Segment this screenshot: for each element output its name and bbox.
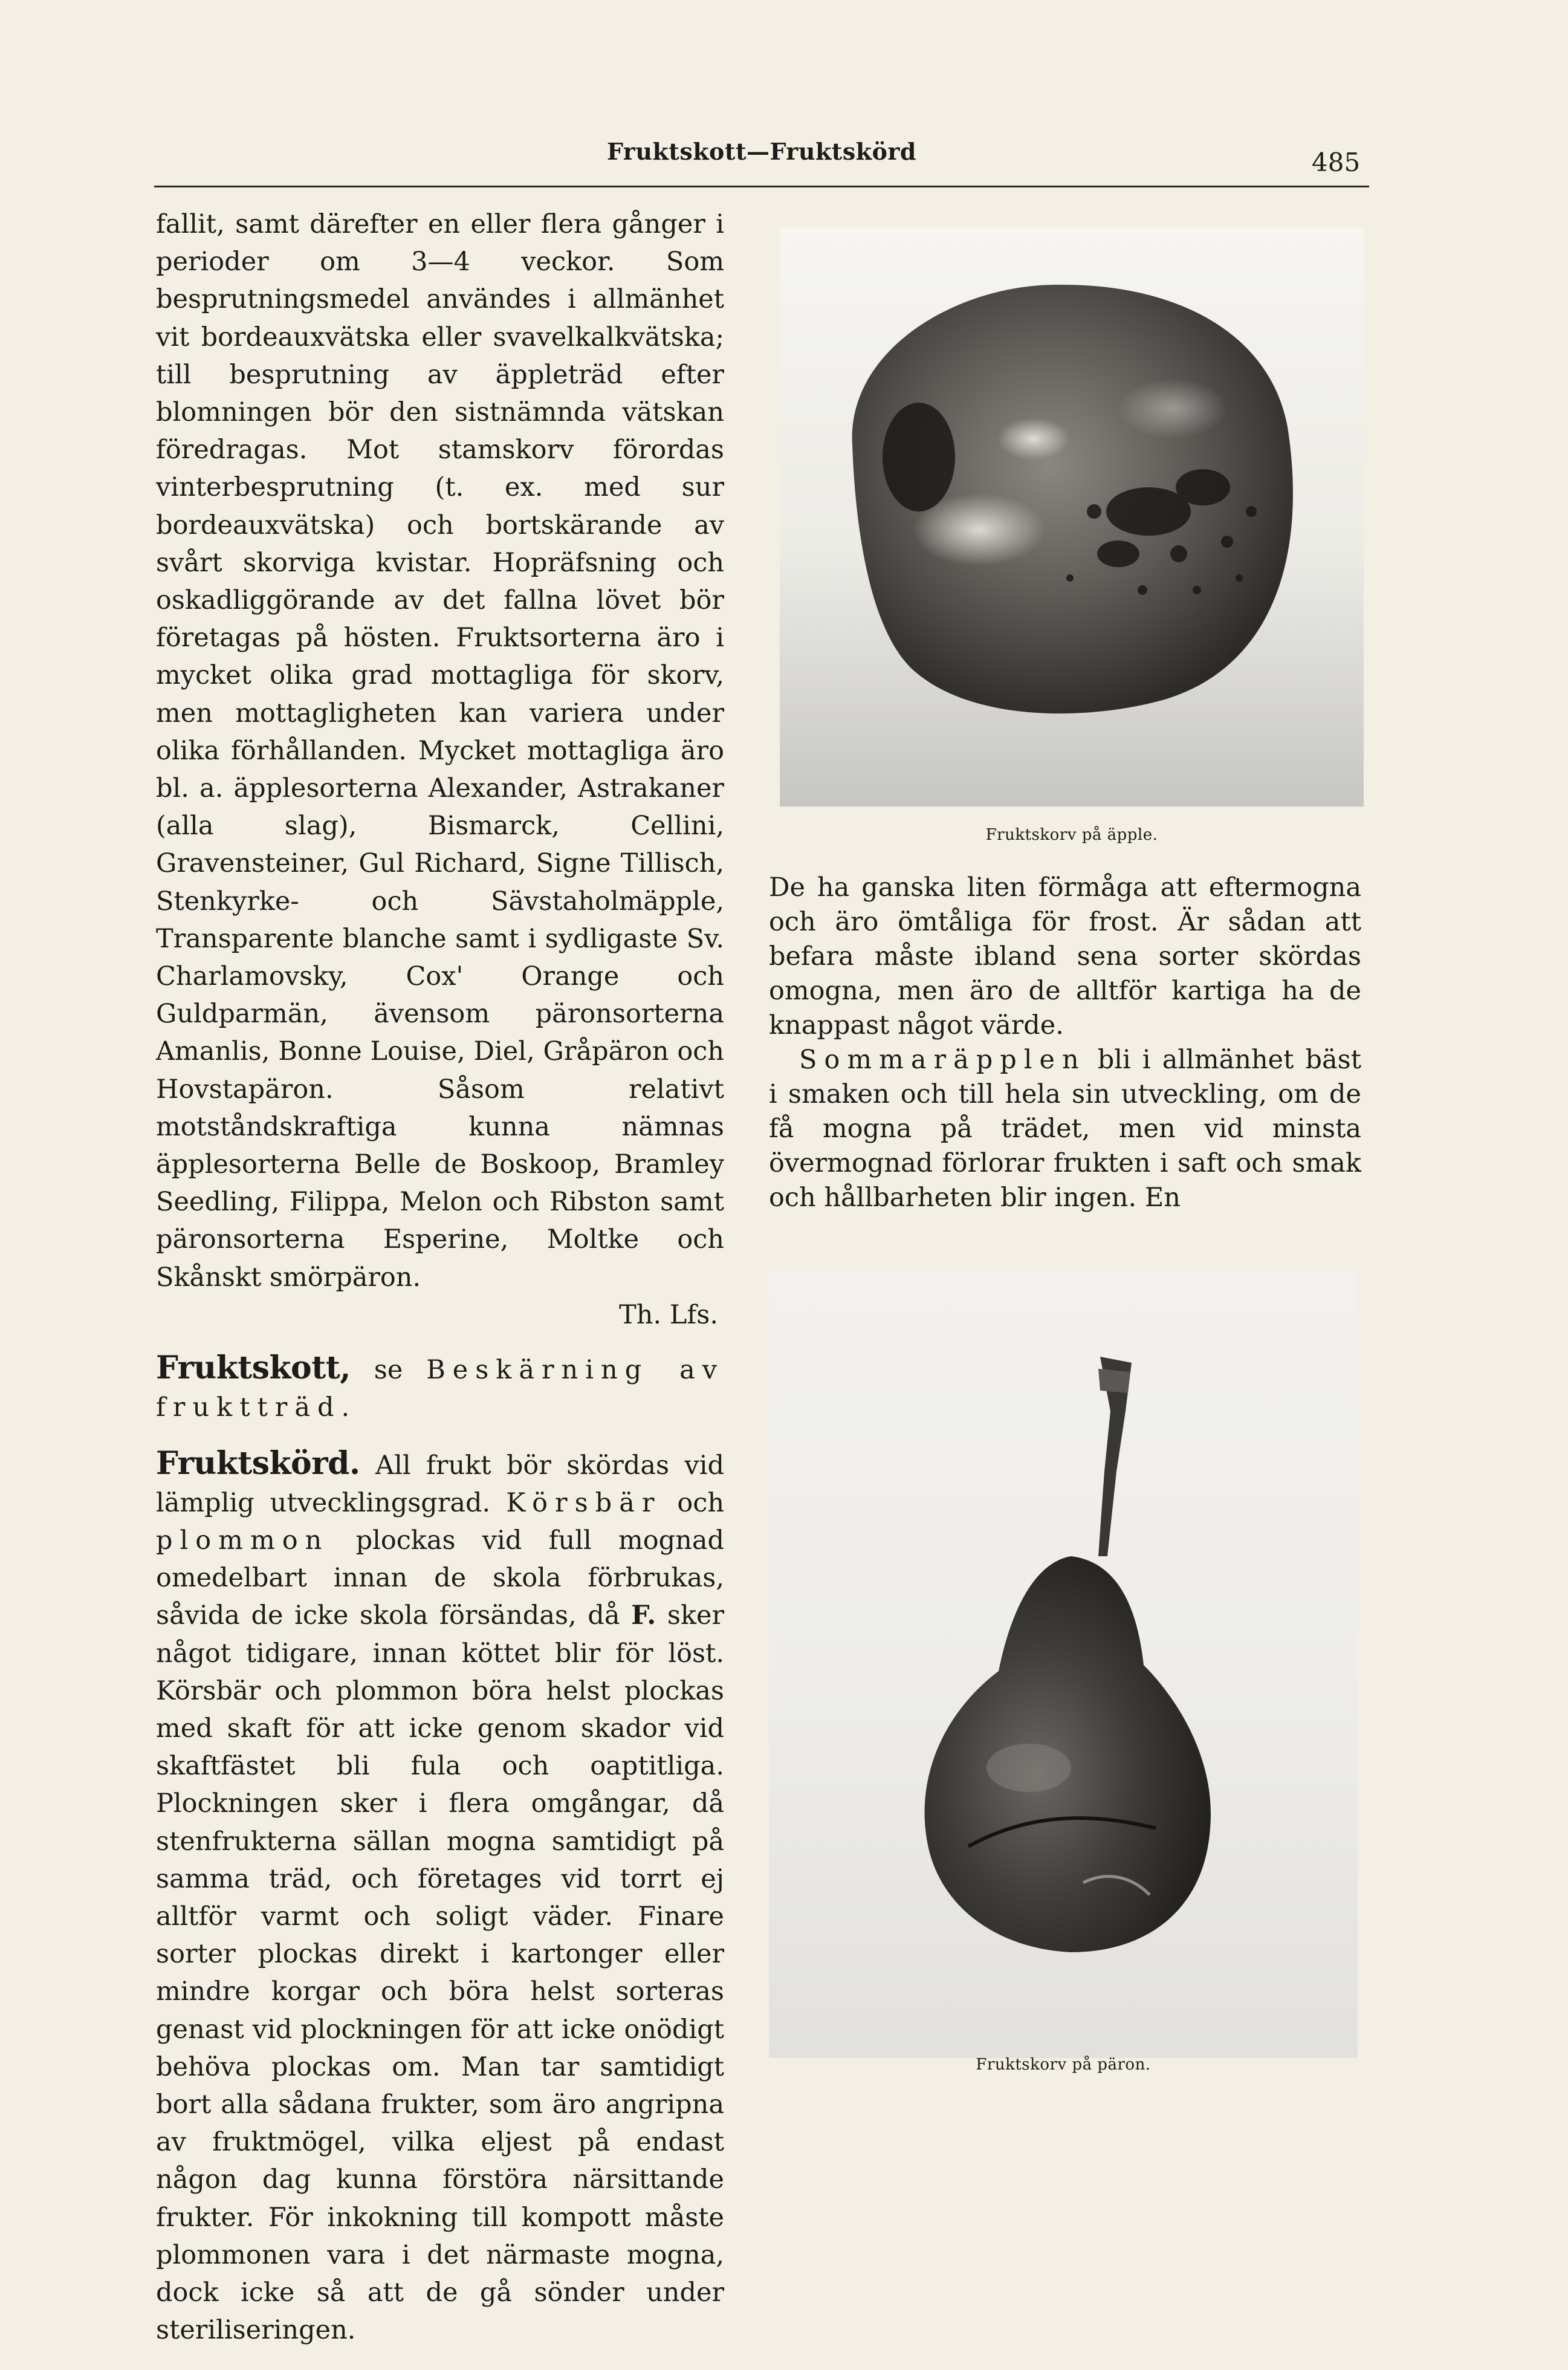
right-paragraph-1: De ha ganska liten förmåga att eftermogna och äro ömtåliga för frost. Är sådan att befara måste ibland sena sorter skördas omogna, men äro de alltför kartiga ha de knappast något värde. bbox=[769, 872, 1361, 1041]
spaced-term-plommon: plommon bbox=[156, 1525, 329, 1556]
apple-photo-caption: Fruktskorv på äpple. bbox=[985, 826, 1158, 844]
continuation-paragraph: fallit, samt därefter en eller flera gånger i perioder om 3—4 veckor. Som besprutningsmedel användes i allmänhet vit bordeauxvätska eller svavelkalkvätska; till besprutning av äppleträd efter blomningen bör den sistnämnda vätskan föredragas. Mot stamskorv förordas vinterbesprutning (t. ex. med sur bordeauxvätska) och bortskärande av svårt skorviga kvistar. Hopräfsning och oskadliggörande av det fallna lövet bör företagas på hösten. Fruktsorterna äro i mycket olika grad mottagliga för skorv, men mottagligheten kan variera under olika förhållanden. Mycket mottagliga äro bl. a. äpplesorterna Alexander, Astrakaner (alla slag), Bismarck, Cellini, Gravensteiner, Gul Richard, Signe Tillisch, Stenkyrke- och Sävstaholmäpple, Transparente blanche samt i sydligaste Sv. Charlamovsky, Cox' Orange och Guldparmän, ävensom päronsorterna Amanlis, Bonne Louise, Diel, Gråpäron och Hovstapäron. Såsom relativt motståndskraftiga kunna nämnas äpplesorterna Belle de Boskoop, Bramley Seedling, Filippa, Melon och Ribston samt päronsorterna Esperine, Moltke och Skånskt smörpäron. bbox=[156, 209, 724, 1293]
entry-fruktskott bbox=[156, 1349, 724, 1426]
entry-fruktskord bbox=[156, 1445, 724, 2349]
headword-fruktskott: Fruktskott, bbox=[156, 1349, 351, 1387]
right-paragraph-2 bbox=[769, 1043, 1361, 1215]
entry-conjunction: och bbox=[677, 1487, 725, 1518]
pear-scab-photo bbox=[769, 1272, 1358, 2058]
left-column bbox=[156, 206, 724, 2349]
entry-text-1: All frukt bör skördas vid lämplig utvecklingsgrad. bbox=[156, 1450, 724, 1518]
entry-text-3: sker något tidigare, innan köttet blir för löst. Körsbär och plommon böra helst plockas med skaft för att icke genom skador vid skaftfästet bli fula och oaptitliga. Plockningen sker i flera omgångar, då stenfrukterna sällan mogna samtidigt på samma träd, och företages vid torrt ej alltför varmt och soligt väder. Finare sorter plockas direkt i kartonger eller mindre korgar och böra helst sorteras genast vid plockningen för att icke onödigt behöva plockas om. Man tar samtidigt bort alla sådana frukter, som äro angripna av fruktmögel, vilka eljest på endast någon dag kunna förstöra närsittande frukter. För inkokning till kompott måste plommonen vara i det närmaste mogna, dock icke så att de gå sönder under steriliseringen. bbox=[156, 1600, 725, 2346]
see-label: se bbox=[374, 1355, 403, 1386]
apple-scab-photo bbox=[780, 227, 1364, 807]
entry-text-2: plockas vid full mognad omedelbart innan de skola förbrukas, såvida de icke skola försändas, då bbox=[156, 1525, 725, 1631]
headword-fruktskord: Fruktskörd. bbox=[156, 1444, 360, 1482]
abbrev-f: F. bbox=[631, 1600, 656, 1631]
page-number: 485 bbox=[1312, 148, 1361, 177]
pear-photo-caption: Fruktskorv på päron. bbox=[976, 2056, 1151, 2074]
running-header: Fruktskott—Fruktskörd bbox=[606, 138, 916, 165]
author-signature: Th. Lfs. bbox=[619, 1299, 718, 1330]
spaced-term-korsbar: Körsbär bbox=[506, 1487, 662, 1518]
right-column bbox=[769, 871, 1361, 1215]
spaced-term-sommarapplen: Sommaräpplen bbox=[799, 1045, 1086, 1075]
header-rule bbox=[154, 186, 1369, 187]
right-paragraph-2-text: bli i allmänhet bäst i smaken och till hela sin utveckling, om de få mogna på trädet, men vid minsta övermognad förlorar frukten i saft och smak och hållbarheten blir ingen. En bbox=[769, 1045, 1361, 1213]
cross-reference[interactable]: Beskärning av fruktträd. bbox=[156, 1355, 725, 1423]
